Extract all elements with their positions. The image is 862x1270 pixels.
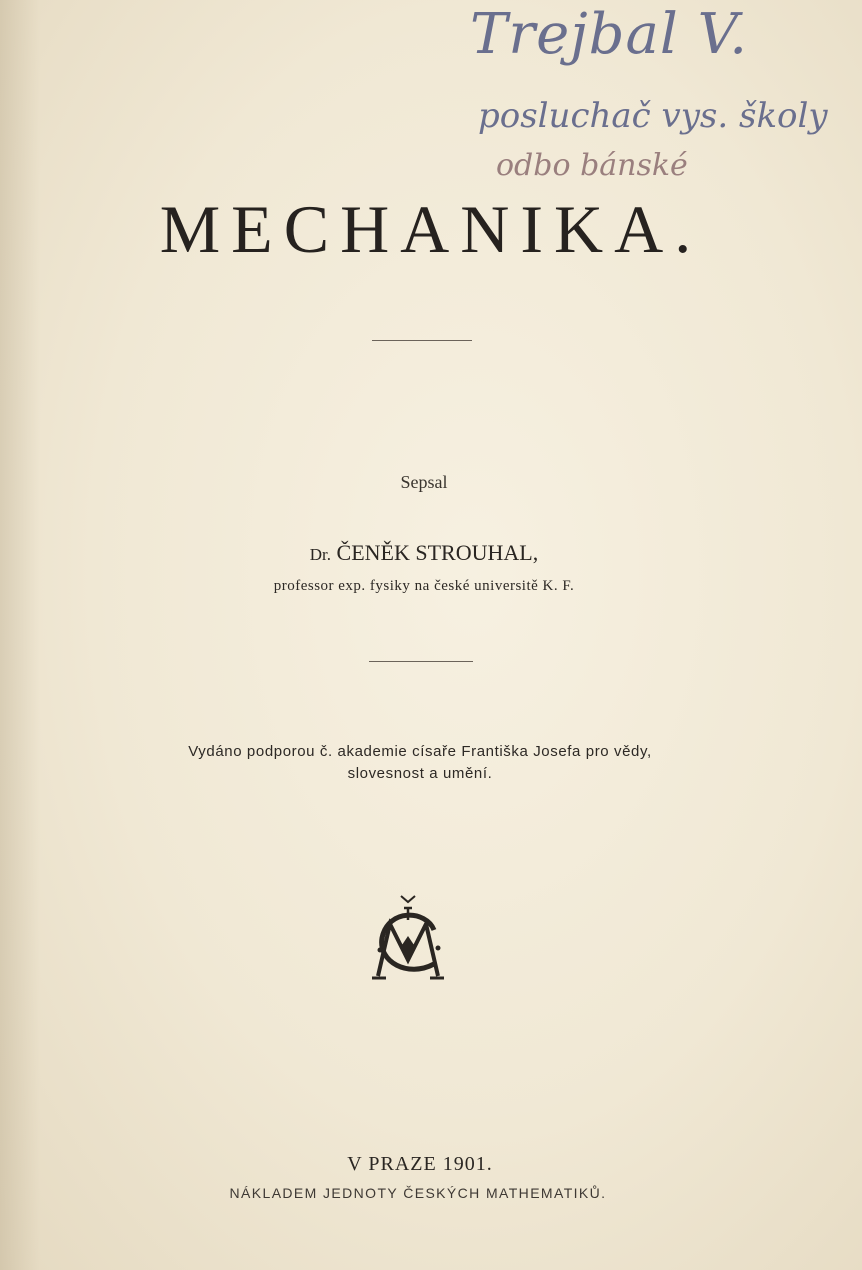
handwritten-owner-note: posluchač vys. školy [478, 96, 828, 136]
divider-rule [372, 340, 472, 341]
book-title: MECHANIKA. [159, 191, 703, 267]
handwritten-owner-dept: odbo bánské [496, 148, 688, 183]
author-name: ČENĚK STROUHAL, [336, 540, 539, 565]
imprint-place-year: V PRAZE 1901. [347, 1153, 493, 1175]
author-prefix: Dr. [309, 545, 332, 564]
divider-rule [369, 661, 473, 662]
authored-by-label: Sepsal [400, 472, 448, 492]
author-affiliation: professor exp. fysiky na české universitě K. F. [273, 578, 575, 594]
support-note-line-1: Vydáno podporou č. akademie císaře Františka Josefa pro vědy, [188, 743, 652, 760]
handwritten-owner-name: Trejbal V. [470, 2, 749, 67]
publisher-monogram-icon [368, 890, 448, 988]
imprint-publisher: NÁKLADEM JEDNOTY ČESKÝCH MATHEMATIKŮ. [229, 1185, 607, 1201]
author-line [0, 540, 848, 566]
support-note-line-2: slovesnost a umění. [347, 765, 493, 782]
